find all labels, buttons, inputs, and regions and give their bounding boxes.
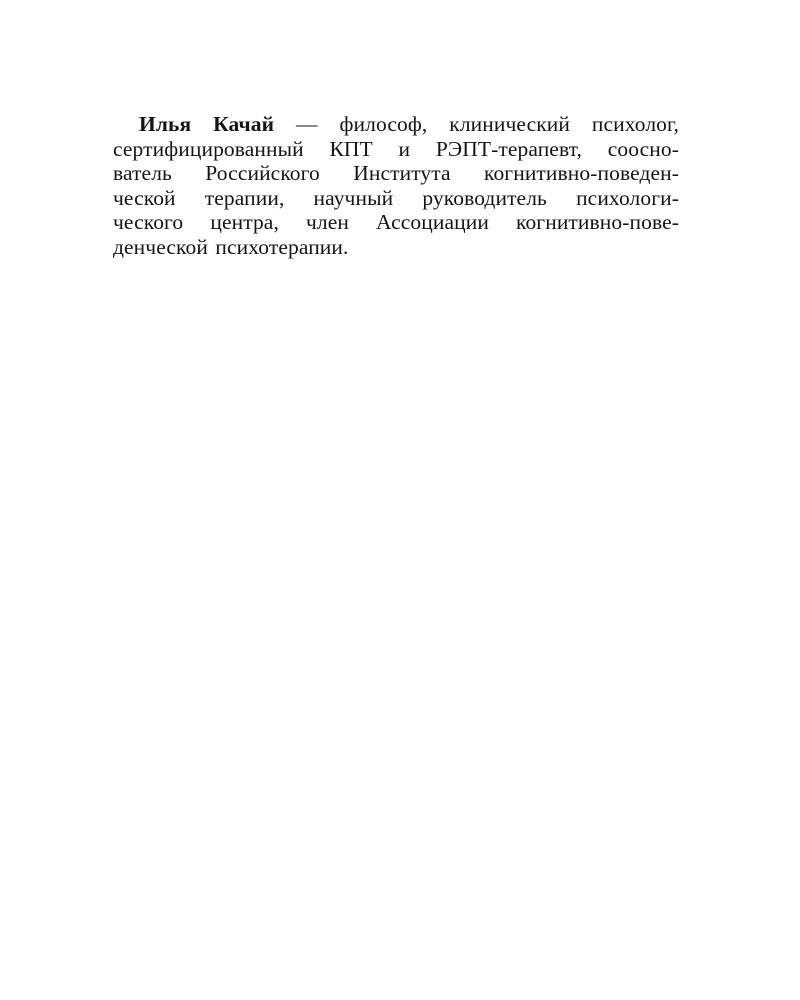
paragraph-line (113, 112, 679, 137)
author-name: Илья Качай (139, 112, 275, 136)
paragraph-line: денческой психотерапии. (113, 234, 349, 259)
paragraph-line-text: — философ, клинический психолог, (274, 112, 679, 136)
paragraph-line: ческой терапии, научный руководитель психологи- (113, 185, 679, 210)
author-bio-paragraph (113, 112, 679, 259)
paragraph-line: ческого центра, член Ассоциации когнитивно-пове- (113, 210, 679, 234)
paragraph-line: сертифицированный КПТ и РЭПТ-терапевт, соосно- (113, 136, 679, 161)
paragraph-line: ватель Российского Института когнитивно-поведен- (113, 161, 679, 185)
